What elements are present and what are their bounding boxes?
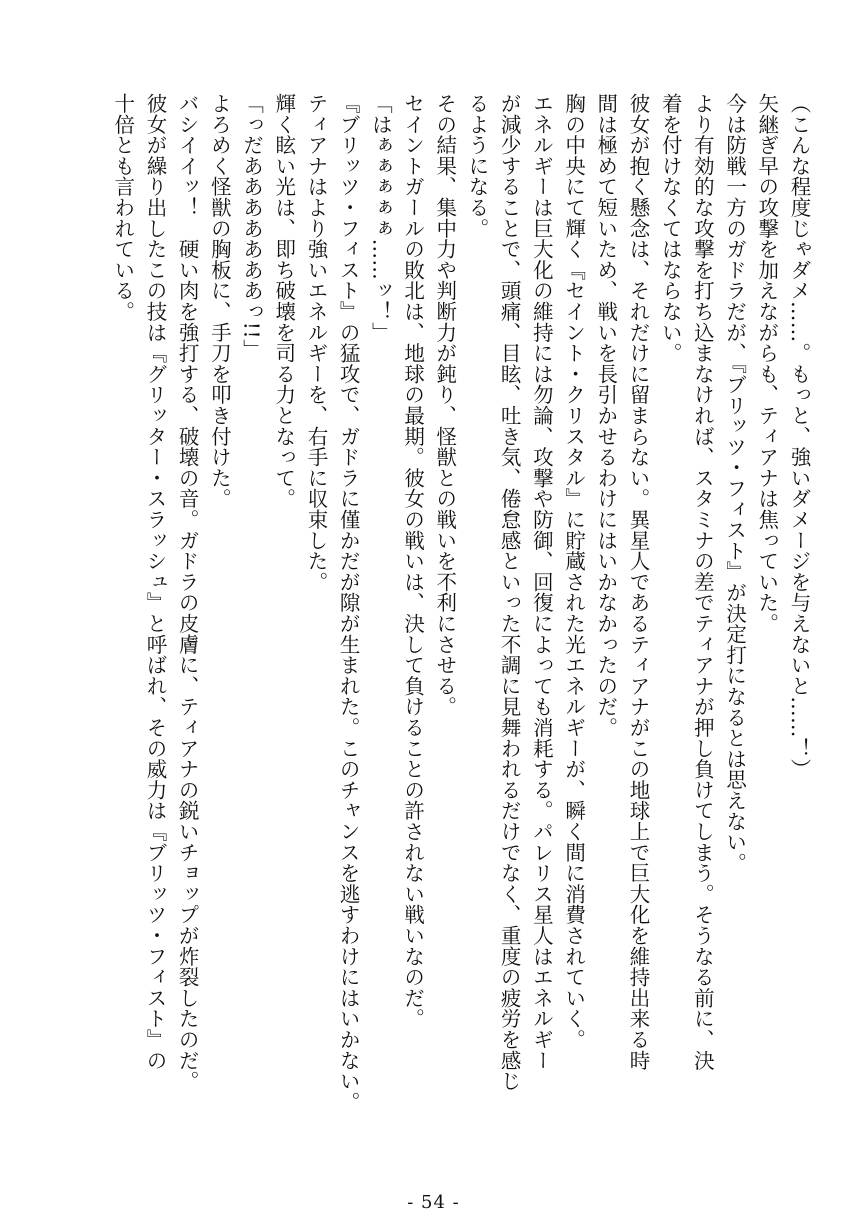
text-line: 矢継ぎ早の攻撃を加えながらも、ティアナは焦っていた。 — [754, 93, 779, 634]
text-line: るようになる。 — [464, 93, 489, 239]
text-line: 今は防戦一方のガドラだが、『ブリッツ・フィスト』が決定打になるとは思えない。 — [722, 93, 747, 874]
text-line: 彼女が抱く懸念は、それだけに留まらない。異星人であるティアナがこの地球上で巨大化を維持出来る時 — [625, 93, 650, 1071]
text-line: が減少することで、頭痛、目眩、吐き気、倦怠感といった不調に見舞われるだけでなく、重度の疲労を感じ — [497, 93, 522, 1092]
text-line: （こんな程度じゃダメ……。もっと、強いダメージを与えないと……！） — [787, 93, 811, 780]
text-line: 十倍とも言われている。 — [110, 93, 135, 322]
body-text — [45, 93, 815, 1178]
text-line: エネルギーは巨大化の維持には勿論、攻撃や防御、回復によっても消耗する。パレリス星人はエネルギー — [529, 93, 554, 1071]
text-line: 『ブリッツ・フィスト』の猛攻で、ガドラに僅かだが隙が生まれた。このチャンスを逃すわけにはいかない。 — [336, 93, 361, 1113]
text-line: 輝く眩い光は、即ち破壊を司る力となって。 — [271, 93, 296, 509]
text-line: 着を付けなくてはならない。 — [658, 93, 683, 364]
text-line: 胸の中央にて輝く『セイント・クリスタル』に貯蔵された光エネルギーが、瞬く間に消費されていく。 — [561, 93, 586, 1050]
text-line: 「っだあああああああっ!!」 — [239, 93, 264, 360]
text-line: 間は極めて短いため、戦いを長引かせるわけにはいかなかったのだ。 — [593, 93, 618, 738]
text-line: セイントガールの敗北は、地球の最期。彼女の戦いは、決して負けることの許されない戦いなのだ。 — [400, 93, 425, 1029]
text-line: より有効的な攻撃を打ち込まなければ、スタミナの差でティアナが押し負けてしまう。そうなる前に、決 — [690, 93, 715, 1071]
page-number: - 54 - — [407, 1192, 460, 1213]
text-line: その結果、集中力や判断力が鈍り、怪獣との戦いを不利にさせる。 — [432, 93, 457, 717]
text-line: ティアナはより強いエネルギーを、右手に収束した。 — [303, 93, 328, 593]
text-line: 「はぁぁぁぁぁ……ッ！」 — [368, 93, 393, 343]
text-line: よろめく怪獣の胸板に、手刀を叩き付けた。 — [207, 93, 232, 509]
text-line: バシイイッ！ 硬い肉を強打する、破壊の音。ガドラの皮膚に、ティアナの鋭いチョップが炸裂したのだ。 — [175, 93, 200, 1092]
text-line: 彼女が繰り出したこの技は『グリッター・スラッシュ』と呼ばれ、その威力は『ブリッツ・フィスト』の — [142, 93, 167, 1071]
